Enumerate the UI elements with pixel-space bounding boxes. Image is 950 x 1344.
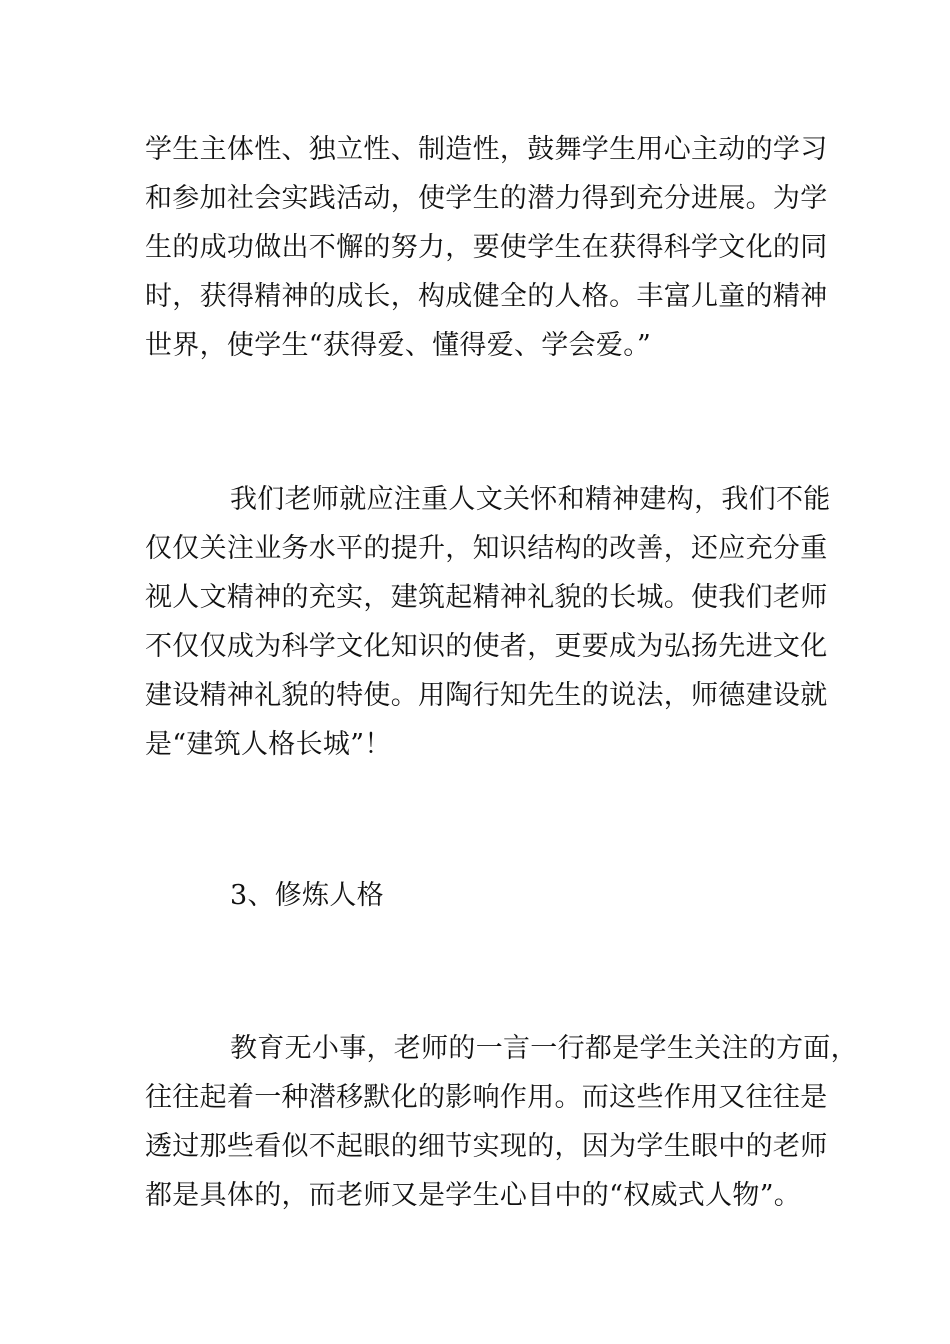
paragraph-2-line-3: 视人文精神的充实，建筑起精神礼貌的长城。使我们老师 xyxy=(145,582,828,613)
paragraph-1-line-2: 和参加社会实践活动，使学生的潜力得到充分进展。为学 xyxy=(145,183,828,214)
paragraph-1-line-1: 学生主体性、独立性、制造性，鼓舞学生用心主动的学习 xyxy=(145,134,828,165)
paragraph-1-line-5: 世界，使学生“获得爱、懂得爱、学会爱。” xyxy=(145,330,652,361)
paragraph-2-line-5: 建设精神礼貌的特使。用陶行知先生的说法，师德建设就 xyxy=(145,680,828,711)
paragraph-2-line-2: 仅仅关注业务水平的提升，知识结构的改善，还应充分重 xyxy=(145,533,828,564)
paragraph-3-line-1: 教育无小事，老师的一言一行都是学生关注的方面， xyxy=(230,1033,858,1064)
section-heading: 3、修炼人格 xyxy=(230,880,384,911)
paragraph-2-line-4: 不仅仅成为科学文化知识的使者，更要成为弘扬先进文化 xyxy=(145,631,828,662)
paragraph-1-line-3: 生的成功做出不懈的努力，要使学生在获得科学文化的同 xyxy=(145,232,828,263)
paragraph-2-line-1: 我们老师就应注重人文关怀和精神建构，我们不能 xyxy=(230,484,831,515)
paragraph-1-line-4: 时，获得精神的成长，构成健全的人格。丰富儿童的精神 xyxy=(145,281,828,312)
paragraph-2-line-6: 是“建筑人格长城”！ xyxy=(145,729,392,760)
paragraph-3-line-4: 都是具体的，而老师又是学生心目中的“权威式人物”。 xyxy=(145,1180,802,1211)
paragraph-3-line-3: 透过那些看似不起眼的细节实现的，因为学生眼中的老师 xyxy=(145,1131,828,1162)
paragraph-3-line-2: 往往起着一种潜移默化的影响作用。而这些作用又往往是 xyxy=(145,1082,828,1113)
